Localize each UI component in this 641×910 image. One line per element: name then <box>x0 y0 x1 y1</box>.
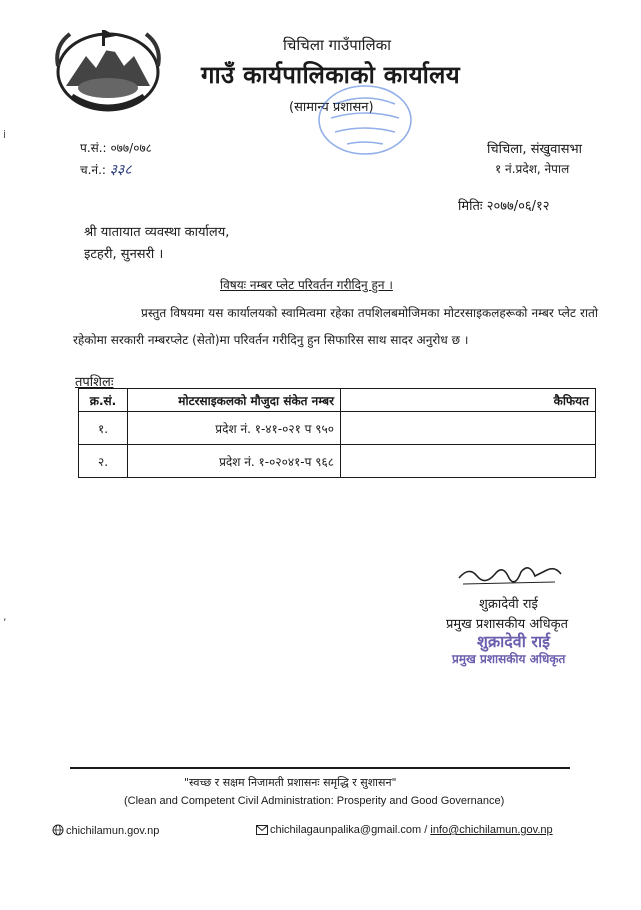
footer-emails <box>256 824 553 836</box>
signature-scribble <box>455 560 565 592</box>
row-plate: प्रदेश नं. १-०२०४१-प ९६८ <box>128 445 341 478</box>
signatory-title: प्रमुख प्रशासकीय अधिकृत <box>446 617 569 632</box>
row-remarks <box>341 412 596 445</box>
footer-divider <box>70 767 570 769</box>
table-row <box>79 412 596 445</box>
letter-body: प्रस्तुत विषयमा यस कार्यालयको स्वामित्वमा रहेका तपशिलबमोजिमका मोटरसाइकलहरूको नम्बर प्लेट रातो रहेकोमा सरकारी नम्बरप्लेट (सेतो)मा परिवर्तन गरीदिनु हुन सिफारिस साथ सादर अनुरोध छ । <box>73 306 598 347</box>
motto-english: (Clean and Competent Civil Administration: Prosperity and Good Governance) <box>124 795 505 807</box>
address-line-1: चिचिला, संखुवासभा <box>487 142 583 157</box>
email-primary[interactable]: chichilagaunpalika@gmail.com <box>270 824 422 836</box>
date-value: २०७७/०६/१२ <box>486 199 550 214</box>
margin-mark: i <box>3 128 7 141</box>
email-separator: / <box>424 824 428 836</box>
footer-website <box>52 824 159 837</box>
row-remarks <box>341 445 596 478</box>
email-info[interactable]: info@chichilamun.gov.np <box>430 824 553 836</box>
dispatch-label: च.नं.: <box>80 163 106 177</box>
nepal-emblem-icon <box>52 26 164 116</box>
motto-nepali: "स्वच्छ र सक्षम निजामती प्रशासनः समृद्धि र सुशासन" <box>184 776 397 789</box>
address-line-2: १ नं.प्रदेश, नेपाल <box>495 162 570 176</box>
website-link[interactable]: chichilamun.gov.np <box>66 825 160 837</box>
motorcycle-table <box>78 388 596 478</box>
globe-icon <box>52 824 64 836</box>
date-label: मितिः <box>458 199 483 214</box>
row-plate: प्रदेश नं. १-४१-०२१ प ९५० <box>128 412 341 445</box>
annex-label: तपशिलः <box>75 375 114 390</box>
name-stamp: शुक्रादेवी राई <box>477 632 550 651</box>
row-sn: १. <box>79 412 128 445</box>
col-header-sn: क्र.सं. <box>79 389 128 412</box>
table-row <box>79 445 596 478</box>
col-header-remarks: कैफियत <box>341 389 596 412</box>
fiscal-year-label: प.सं.: <box>80 141 107 155</box>
fiscal-year-ref <box>80 139 152 156</box>
dispatch-number: ३३८ <box>109 162 132 178</box>
letter-date <box>458 196 550 214</box>
table-header-row <box>79 389 596 412</box>
row-sn: २. <box>79 445 128 478</box>
fiscal-year-value: ०७७/०७८ <box>110 141 152 155</box>
section-name: (सामान्य प्रशासन) <box>289 100 374 115</box>
office-seal-stamp <box>313 80 415 160</box>
col-header-plate: मोटरसाइकलको मौजुदा संकेत नम्बर <box>128 389 341 412</box>
office-title: गाउँ कार्यपालिकाको कार्यालय <box>201 61 460 89</box>
title-stamp: प्रमुख प्रशासकीय अधिकृत <box>452 652 566 666</box>
recipient-line-1: श्री यातायात व्यवस्था कार्यालय, <box>84 225 230 240</box>
margin-mark: , <box>3 610 7 623</box>
municipality-name: चिचिला गाउँपालिका <box>283 36 392 54</box>
dispatch-number-ref <box>80 160 132 179</box>
letter-subject: विषयः नम्बर प्लेट परिवर्तन गरीदिनु हुन । <box>220 278 393 292</box>
mail-icon <box>256 825 268 835</box>
signatory-name: शुक्रादेवी राई <box>479 597 538 612</box>
recipient-line-2: इटहरी, सुनसरी । <box>84 247 164 262</box>
